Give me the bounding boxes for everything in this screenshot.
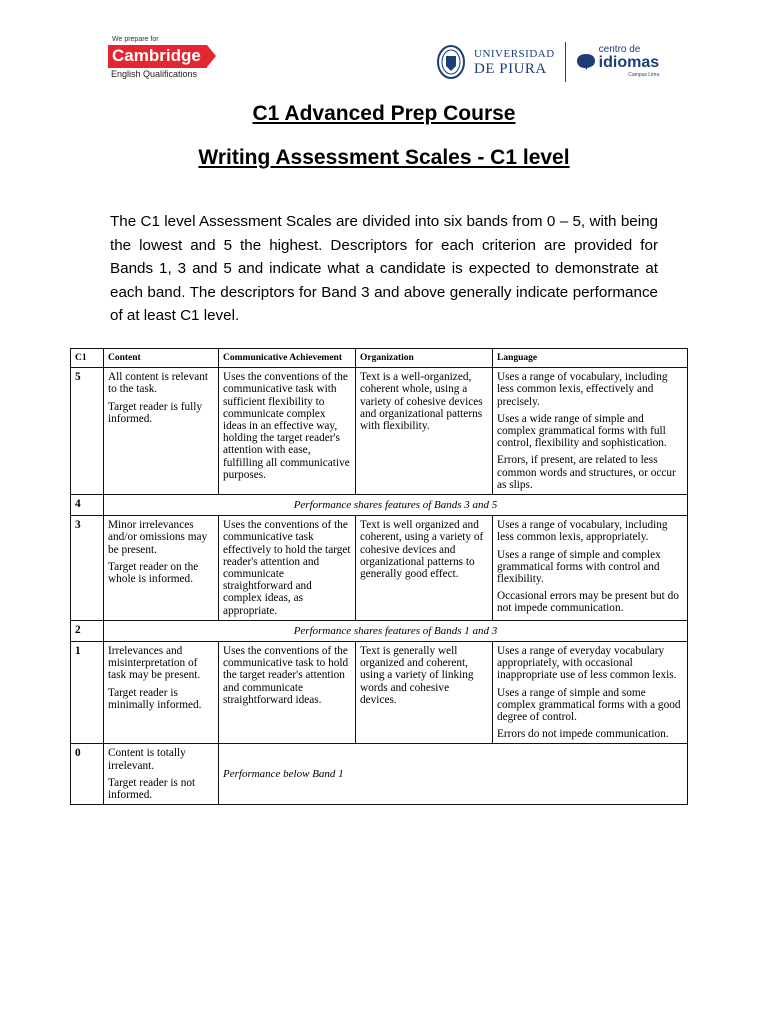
table-row-band-4 <box>71 495 688 516</box>
university-name-line2: DE PIURA <box>474 61 547 77</box>
language-cell <box>493 516 688 621</box>
band-number: 3 <box>71 516 104 621</box>
language-descriptor: Uses a range of simple and complex grammatical forms with control and flexibility. <box>497 548 661 586</box>
centro-idiomas-logo <box>576 43 659 82</box>
table-row-band-2 <box>71 620 688 641</box>
table-row-band-5 <box>71 368 688 495</box>
header-organization: Organization <box>356 349 493 368</box>
language-descriptor: Uses a range of vocabulary, including less common lexis, appropriately. <box>497 519 668 544</box>
organization-cell: Text is a well-organized, coherent whole, using a variety of cohesive devices and organizational patterns with flexibility. <box>356 368 493 495</box>
content-cell <box>104 642 219 744</box>
language-descriptor: Errors, if present, are related to less common words and structures, or occur as slips. <box>497 454 676 491</box>
communicative-cell: Uses the conventions of the communicative task effectively to hold the target reader's attention and communicate straightforward and complex ideas, as appropriate. <box>219 516 356 621</box>
university-seal-icon <box>436 44 466 80</box>
cambridge-subtitle: English Qualifications <box>111 69 198 79</box>
idiomas-label: idiomas <box>598 53 660 71</box>
communicative-cell: Uses the conventions of the communicative task to hold the target reader's attention and communicate straightforward ideas. <box>219 642 356 744</box>
content-descriptor: Target reader is minimally informed. <box>108 686 202 711</box>
language-descriptor: Uses a wide range of simple and complex grammatical forms with full control, flexibility and sophistication. <box>497 412 667 450</box>
content-descriptor: Minor irrelevances and/or omissions may be present. <box>108 519 208 556</box>
header-c1: C1 <box>71 349 104 368</box>
content-cell <box>104 368 219 495</box>
band-note: Performance shares features of Bands 3 and 5 <box>104 495 688 516</box>
content-descriptor: Target reader on the whole is informed. <box>108 560 199 586</box>
band-number: 5 <box>71 368 104 495</box>
page-title: C1 Advanced Prep Course <box>252 102 516 125</box>
cambridge-wordmark: Cambridge <box>108 45 207 68</box>
intro-paragraph: The C1 level Assessment Scales are divided into six bands from 0 – 5, with being the lowest and 5 the highest. Descriptors for each criterion are provided for Bands 1, 3 and 5 and indicate what a candidate is expected to demonstrate at each band. The descriptors for Band 3 and above generally indicate performance of at least C1 level. <box>110 213 658 324</box>
language-descriptor: Uses a range of simple and some complex grammatical forms with a good degree of control. <box>497 686 681 724</box>
university-logo <box>436 42 659 82</box>
communicative-cell: Uses the conventions of the communicative task with sufficient flexibility to communicate complex ideas in an effective way, holding the target reader's attention with ease, fulfilling all communicative purposes. <box>219 368 356 495</box>
table-header-row <box>71 349 688 368</box>
language-descriptor: Occasional errors may be present but do not impede communication. <box>497 590 679 615</box>
band-note: Performance shares features of Bands 1 and 3 <box>104 620 688 641</box>
cambridge-logo <box>108 36 228 86</box>
language-descriptor: Errors do not impede communication. <box>497 728 669 741</box>
university-name-line1: UNIVERSIDAD <box>474 48 555 60</box>
assessment-scale-table <box>70 348 688 805</box>
cambridge-tagline: We prepare for <box>112 36 159 43</box>
band-note: Performance below Band 1 <box>219 744 688 805</box>
content-descriptor: Content is totally irrelevant. <box>108 747 186 772</box>
header-language: Language <box>493 349 688 368</box>
organization-cell: Text is generally well organized and coherent, using a variety of linking words and cohesive devices. <box>356 642 493 744</box>
content-descriptor: Irrelevances and misinterpretation of task may be present. <box>108 645 201 682</box>
language-descriptor: Uses a range of everyday vocabulary appropriately, with occasional inappropriate use of less common lexis. <box>497 645 677 682</box>
page-subtitle: Writing Assessment Scales - C1 level <box>198 146 570 169</box>
language-cell <box>493 642 688 744</box>
table-row-band-3 <box>71 516 688 621</box>
table-row-band-1 <box>71 642 688 744</box>
band-number: 2 <box>71 620 104 641</box>
language-cell <box>493 368 688 495</box>
content-descriptor: Target reader is not informed. <box>108 776 196 802</box>
table-row-band-0 <box>71 744 688 805</box>
content-descriptor: All content is relevant to the task. <box>108 371 209 396</box>
logo-divider <box>565 42 566 82</box>
band-number: 1 <box>71 642 104 744</box>
band-number: 4 <box>71 495 104 516</box>
content-descriptor: Target reader is fully informed. <box>108 400 203 425</box>
header-communicative-achievement: Communicative Achievement <box>219 349 356 368</box>
speech-bubble-icon <box>576 53 596 71</box>
header-content: Content <box>104 349 219 368</box>
organization-cell: Text is well organized and coherent, using a variety of cohesive devices and organizational patterns to generally good effect. <box>356 516 493 621</box>
band-number: 0 <box>71 744 104 805</box>
content-cell <box>104 744 219 805</box>
campus-label: Campus Lima <box>628 71 660 78</box>
content-cell <box>104 516 219 621</box>
language-descriptor: Uses a range of vocabulary, including less common lexis, effectively and precisely. <box>497 371 668 408</box>
centro-label: centro de <box>598 43 641 55</box>
